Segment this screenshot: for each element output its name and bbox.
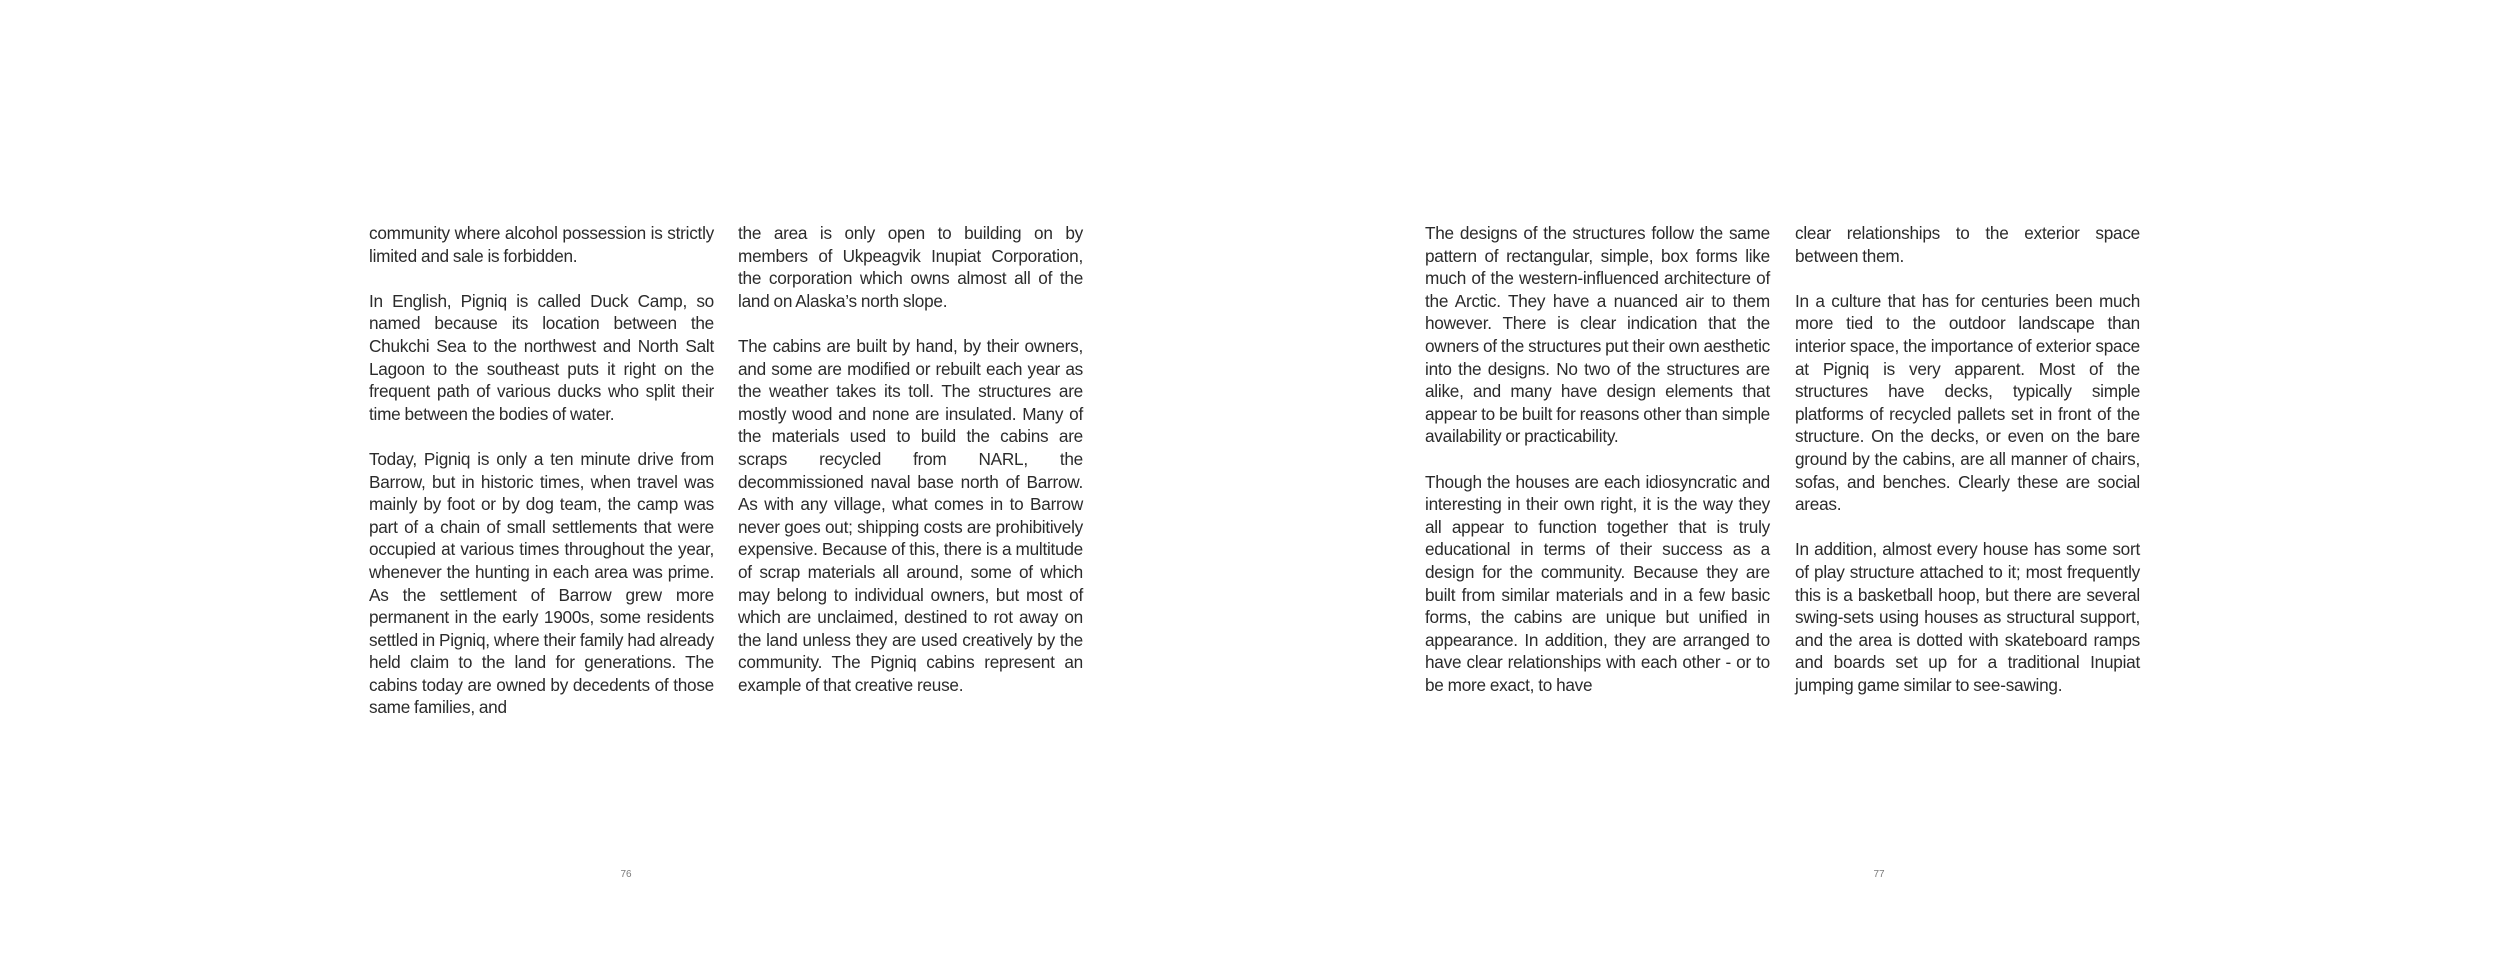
paragraph: clear relationships to the exterior space between them. <box>1795 223 2140 266</box>
paragraph: Today, Pigniq is only a ten minute drive from Barrow, but in historic times, when travel was mainly by foot or by dog team, the camp was part of a chain of small settlements that were occupied at various times throughout the year, whenever the hunting in each area was prime. As the settlement of Barrow grew more permanent in the early 1900s, some residents settled in Pigniq, where their family had already held claim to the land for generations. The cabins today are owned by decedents of those same families, and <box>369 448 714 718</box>
right-page-column-1 <box>1425 222 1770 696</box>
right-page-column-2 <box>1795 222 2140 696</box>
page-number: 76 <box>620 869 632 880</box>
paragraph: community where alcohol possession is strictly limited and sale is forbidden. <box>369 223 714 266</box>
paragraph: Though the houses are each idiosyncratic and interesting in their own right, it is the way they all appear to function together that is truly educational in terms of their success as a design for the community. Because they are built from similar materials and in a few basic forms, the cabins are unique but unified in appearance. In addition, they are arranged to have clear relationships with each other - or to be more exact, to have <box>1425 471 1770 695</box>
paragraph: In addition, almost every house has some sort of play structure attached to it; most frequently this is a basketball hoop, but there are several swing-sets using houses as structural support, and the area is dotted with skateboard ramps and boards set up for a traditional Inupiat jumping game similar to see-sawing. <box>1795 539 2140 695</box>
paragraph: the area is only open to building on by members of Ukpeagvik Inupiat Corporation, the corporation which owns almost all of the land on Alaska’s north slope. <box>738 223 1083 311</box>
paragraph: In English, Pigniq is called Duck Camp, so named because its location between the Chukchi Sea to the northwest and North Salt Lagoon to the southeast puts it right on the frequent path of various ducks who split their time between the bodies of water. <box>369 290 714 424</box>
page-number: 77 <box>1873 869 1885 880</box>
paragraph: The cabins are built by hand, by their owners, and some are modified or rebuilt each year as the weather takes its toll. The structures are mostly wood and none are insulated. Many of the materials used to build the cabins are scraps recycled from NARL, the decommissioned naval base north of Barrow. As with any village, what comes in to Barrow never goes out; shipping costs are prohibitively expensive. Because of this, there is a multitude of scrap materials all around, some of which may belong to individual owners, but most of which are unclaimed, destined to rot away on the land unless they are used creatively by the community. The Pigniq cabins represent an example of that creative reuse. <box>738 335 1083 695</box>
paragraph: In a culture that has for centuries been much more tied to the outdoor landscape than interior space, the importance of exterior space at Pigniq is very apparent. Most of the structures have decks, typically simple platforms of recycled pallets set in front of the structure. On the decks, or even on the bare ground by the cabins, are all manner of chairs, sofas, and benches. Clearly these are social areas. <box>1795 290 2140 515</box>
right-page <box>1250 0 2500 966</box>
left-page-column-2 <box>738 222 1083 696</box>
left-page-column-1 <box>369 222 714 719</box>
paragraph: The designs of the structures follow the same pattern of rectangular, simple, box forms like much of the western-influenced architecture of the Arctic. They have a nuanced air to them however. There is clear indication that the owners of the structures put their own aesthetic into the designs. No two of the structures are alike, and many have design elements that appear to be built for reasons other than simple availability or practicability. <box>1425 223 1770 447</box>
